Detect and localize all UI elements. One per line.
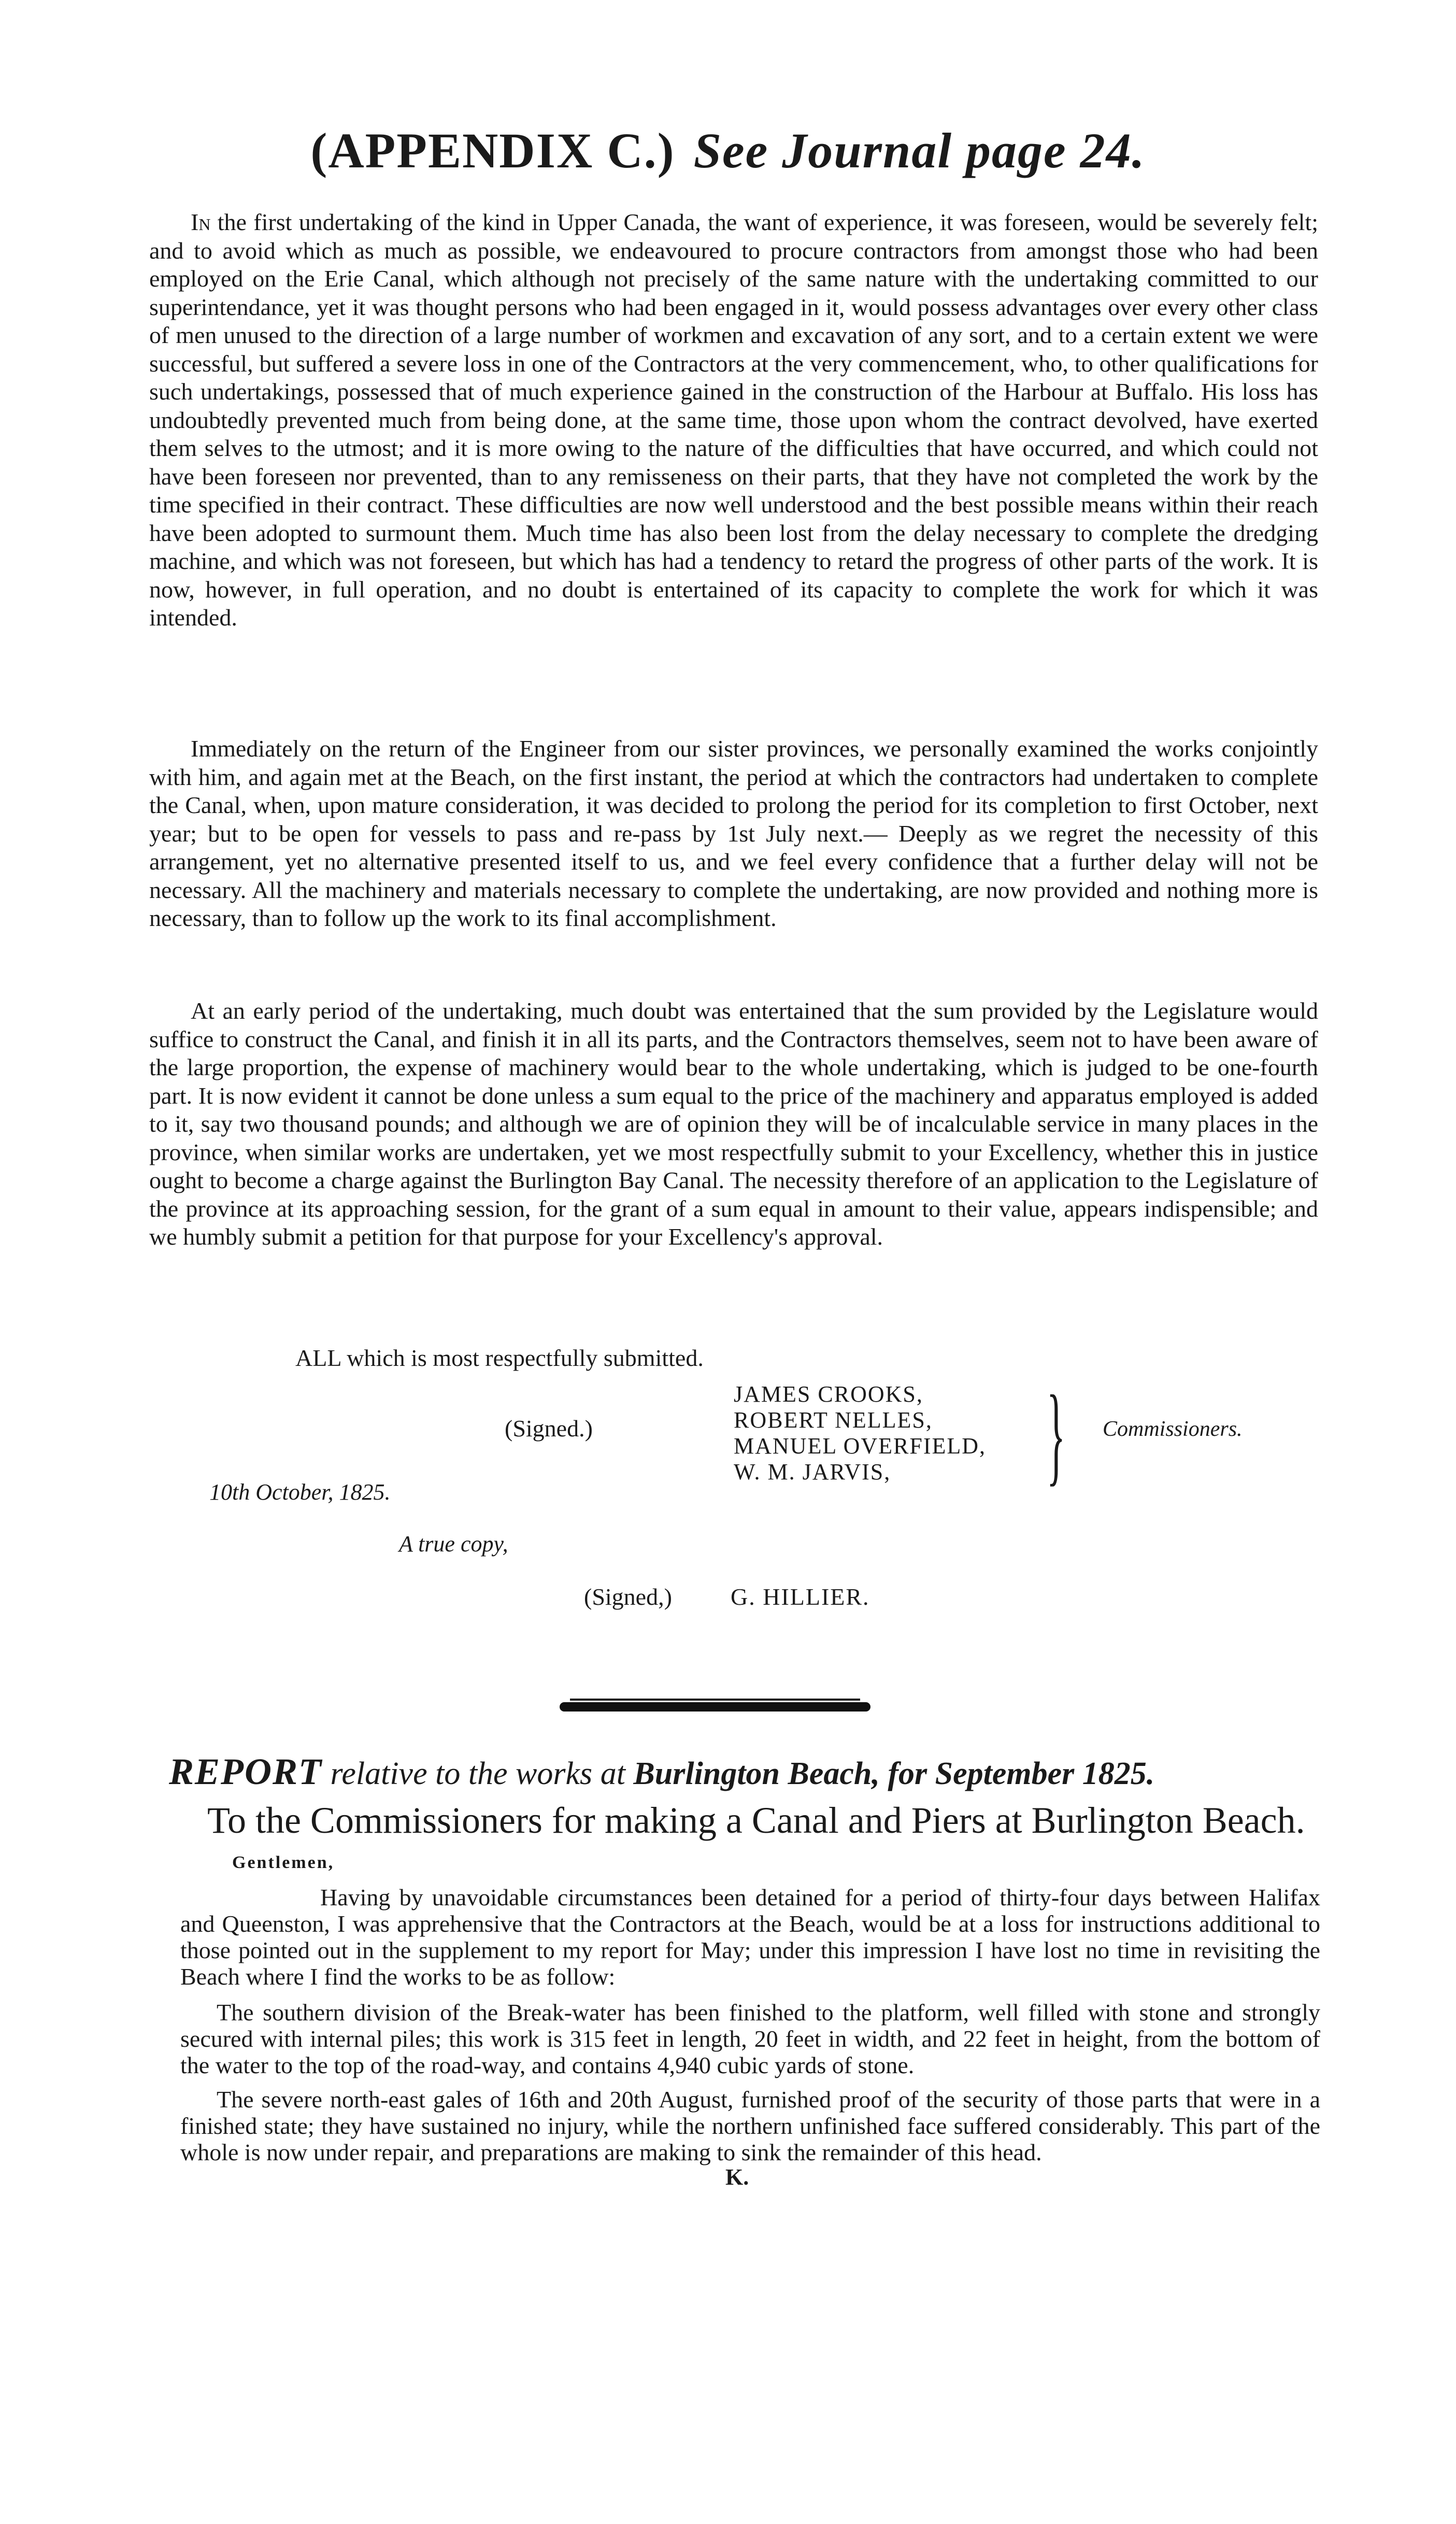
signature-mark: K. [725, 2164, 749, 2190]
divider-rule [560, 1702, 870, 1712]
report-heading-period: for September 1825. [888, 1756, 1155, 1791]
paragraph-2: Immediately on the return of the Engineer from our sister provinces, we personally examined the works conjointly with him, and again met at the Beach, on the first instant, the period at which the contractors had undertaken to complete the Canal, when, upon mature consideration, it was decided to prolong the period for its completion to first October, next year; but to be open for vessels to pass and re-pass by 1st July next.— Deeply as we regret the necessity of this arrangement, yet no alternative presented itself to us, and we feel every confidence that a further delay will not be necessary. All the machinery and materials necessary to complete the undertaking, are now provided and nothing more is necessary, than to follow up the work to its final accomplishment. [149, 735, 1318, 931]
signed-label: (Signed.) [505, 1415, 593, 1442]
true-copy-line: A true copy, [399, 1531, 508, 1557]
report-heading-relative: relative to the works at [330, 1756, 625, 1791]
signer-name: MANUEL OVERFIELD, [734, 1433, 986, 1459]
report-paragraph-2: The southern division of the Break-water has been finished to the platform, well filled with stone and strongly secured with internal piles; this work is 315 feet in length, 20 feet in width, and 22 feet in height, from the bottom of the water to the top of the road-way, and contains 4,940 cubic yards of stone. [180, 1999, 1320, 2078]
signers-role: Commissioners. [1103, 1417, 1243, 1441]
report-paragraph-3: The severe north-east gales of 16th and 20th August, furnished proof of the security of those parts that were in a finished state; they have sustained no injury, while the northern unfinished face suffered considerably. This part of the whole is now under repair, and preparations are making to sink the remainder of this head. [180, 2086, 1320, 2165]
copy-signer: G. HILLIER. [731, 1584, 870, 1610]
report-heading-word: REPORT [169, 1751, 323, 1792]
report-addressee: To the Commissioners for making a Canal and Piers at Burlington Beach. [207, 1800, 1305, 1841]
signed-label-2: (Signed,) [584, 1584, 672, 1610]
paragraph-3: At an early period of the undertaking, much doubt was entertained that the sum provided by the Legislature would suffice to construct the Canal, and finish it in all its parts, and the Contractors themselves, seem not to have been aware of the large proportion, the expense of machinery would bear to the whole undertaking, which is judged to be one-fourth part. It is now evident it cannot be done unless a sum equal to the price of the machinery and apparatus employed is added to it, say two thousand pounds; and although we are of opinion they will be of incalculable service in many places in the province, when similar works are undertaken, yet we most respectfully submit to your Excellency, whether this in justice ought to become a charge against the Burlington Bay Canal. The necessity therefore of an application to the Legislature of the province at its approaching session, for the grant of a sum equal in amount to their value, appears indispensible; and we humbly submit a petition for that purpose for your Excellency's approval. [149, 997, 1318, 1250]
submitted-line: ALL which is most respectfully submitted. [295, 1345, 704, 1371]
signer-name: ROBERT NELLES, [734, 1407, 933, 1433]
report-heading-place: Burlington Beach, [633, 1756, 880, 1791]
signers-list [734, 1381, 986, 1485]
page-title [0, 122, 1456, 179]
paragraph-1-first-word: In [191, 209, 211, 235]
paragraph-1 [149, 208, 1318, 632]
divider-thin [570, 1699, 860, 1701]
report-heading [169, 1750, 1154, 1793]
paragraph-1-text: the first undertaking of the kind in Upper Canada, the want of experience, it was foreseen, would be severely felt; and to avoid which as much as possible, we endeavoured to procure contractors from amongst those who had been employed on the Erie Canal, which although not precisely of the same nature with the undertaking committed to our superintendance, yet it was thought persons who had been engaged in it, would possess advantages over every other class of men unused to the direction of a large number of workmen and excavation of any sort, and to a certain extent we were successful, but suffered a severe loss in one of the Contractors at the very commencement, who, to other qualifications for such undertakings, possessed that of much experience gained in the construction of the Harbour at Buffalo. His loss has undoubtedly prevented much from being done, at the same time, those upon whom the contract devolved, have exerted them selves to the utmost; and it is more owing to the nature of the difficulties that have occurred, and which could not have been foreseen nor prevented, than to any remisseness on their parts, that they have not completed the work by the time specified in their contract. These difficulties are now well understood and the best possible means within their reach have been adopted to surmount them. Much time has also been lost from the delay necessary to complete the dredging machine, and which was not foreseen, but which has had a tendency to retard the progress of other parts of the work. It is now, however, in full operation, and no doubt is entertained of its capacity to complete the work for which it was intended. [149, 209, 1318, 631]
document-date: 10th October, 1825. [209, 1479, 391, 1505]
signers-brace: } [1047, 1372, 1066, 1496]
journal-reference: See Journal page 24. [693, 123, 1146, 178]
signer-name: W. M. JARVIS, [734, 1459, 891, 1485]
signer-name: JAMES CROOKS, [734, 1381, 923, 1407]
report-paragraph-1: Having by unavoidable circumstances been detained for a period of thirty-four days between Halifax and Queenston, I was apprehensive that the Contractors at the Beach, would be at a loss for instructions additional to those pointed out in the supplement to my report for May; under this impression I have lost no time in revisiting the Beach where I find the works to be as follow: [180, 1884, 1320, 1990]
appendix-label: (APPENDIX C.) [310, 123, 675, 178]
report-salutation: Gentlemen, [232, 1853, 335, 1872]
